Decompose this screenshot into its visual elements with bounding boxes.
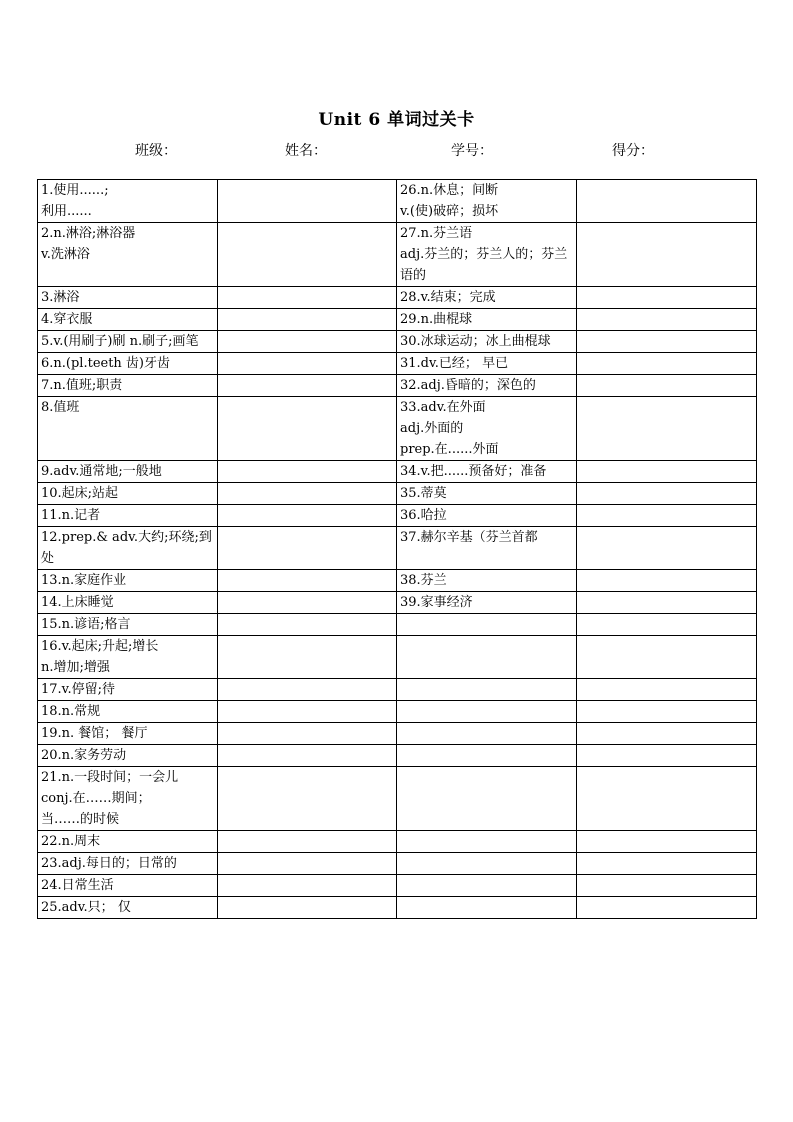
table-row bbox=[38, 723, 757, 745]
answer-cell[interactable] bbox=[577, 723, 757, 745]
table-row bbox=[38, 180, 757, 223]
word-prompt-cell bbox=[397, 767, 577, 831]
answer-cell[interactable] bbox=[577, 505, 757, 527]
table-row bbox=[38, 331, 757, 353]
student-info-row bbox=[0, 140, 793, 160]
table-row bbox=[38, 483, 757, 505]
answer-cell[interactable] bbox=[218, 483, 397, 505]
answer-cell[interactable] bbox=[218, 831, 397, 853]
answer-cell[interactable] bbox=[577, 461, 757, 483]
table-row bbox=[38, 767, 757, 831]
word-prompt-cell bbox=[397, 875, 577, 897]
word-prompt-cell: 14.上床睡觉 bbox=[38, 592, 218, 614]
word-prompt-cell: 31.dv.已经； 早已 bbox=[397, 353, 577, 375]
word-prompt-cell: 9.adv.通常地;一般地 bbox=[38, 461, 218, 483]
answer-cell[interactable] bbox=[577, 570, 757, 592]
answer-cell[interactable] bbox=[577, 767, 757, 831]
answer-cell[interactable] bbox=[577, 309, 757, 331]
vocabulary-table-body bbox=[38, 180, 757, 919]
table-row bbox=[38, 875, 757, 897]
answer-cell[interactable] bbox=[218, 679, 397, 701]
answer-cell[interactable] bbox=[218, 331, 397, 353]
answer-cell[interactable] bbox=[577, 527, 757, 570]
word-prompt-cell: 16.v.起床;升起;增长 n.增加;增强 bbox=[38, 636, 218, 679]
word-prompt-cell: 27.n.芬兰语 adj.芬兰的；芬兰人的；芬兰语的 bbox=[397, 223, 577, 287]
word-prompt-cell bbox=[397, 723, 577, 745]
table-row bbox=[38, 223, 757, 287]
word-prompt-cell: 29.n.曲棍球 bbox=[397, 309, 577, 331]
word-prompt-cell: 11.n.记者 bbox=[38, 505, 218, 527]
word-prompt-cell: 12.prep.& adv.大约;环绕;到处 bbox=[38, 527, 218, 570]
answer-cell[interactable] bbox=[577, 331, 757, 353]
word-prompt-cell: 4.穿衣服 bbox=[38, 309, 218, 331]
answer-cell[interactable] bbox=[218, 570, 397, 592]
table-row bbox=[38, 745, 757, 767]
student-id-label: 学号： bbox=[451, 143, 493, 159]
word-prompt-cell: 6.n.(pl.teeth 齿)牙齿 bbox=[38, 353, 218, 375]
table-row bbox=[38, 636, 757, 679]
answer-cell[interactable] bbox=[577, 636, 757, 679]
table-row bbox=[38, 309, 757, 331]
answer-cell[interactable] bbox=[218, 375, 397, 397]
answer-cell[interactable] bbox=[577, 897, 757, 919]
word-prompt-cell: 35.蒂莫 bbox=[397, 483, 577, 505]
table-row bbox=[38, 570, 757, 592]
word-prompt-cell: 33.adv.在外面 adj.外面的 prep.在......外面 bbox=[397, 397, 577, 461]
table-row bbox=[38, 831, 757, 853]
answer-cell[interactable] bbox=[218, 853, 397, 875]
answer-cell[interactable] bbox=[218, 767, 397, 831]
word-prompt-cell: 10.起床;站起 bbox=[38, 483, 218, 505]
answer-cell[interactable] bbox=[577, 397, 757, 461]
word-prompt-cell: 32.adj.昏暗的；深色的 bbox=[397, 375, 577, 397]
word-prompt-cell bbox=[397, 636, 577, 679]
answer-cell[interactable] bbox=[577, 831, 757, 853]
answer-cell[interactable] bbox=[218, 287, 397, 309]
word-prompt-cell: 25.adv.只； 仅 bbox=[38, 897, 218, 919]
vocabulary-table bbox=[37, 179, 757, 919]
answer-cell[interactable] bbox=[218, 397, 397, 461]
answer-cell[interactable] bbox=[577, 679, 757, 701]
word-prompt-cell: 19.n. 餐馆； 餐厅 bbox=[38, 723, 218, 745]
class-label: 班级： bbox=[135, 143, 177, 159]
table-row bbox=[38, 897, 757, 919]
answer-cell[interactable] bbox=[577, 701, 757, 723]
answer-cell[interactable] bbox=[577, 592, 757, 614]
table-row bbox=[38, 592, 757, 614]
answer-cell[interactable] bbox=[577, 745, 757, 767]
word-prompt-cell: 1.使用......; 利用...... bbox=[38, 180, 218, 223]
answer-cell[interactable] bbox=[218, 223, 397, 287]
table-row bbox=[38, 614, 757, 636]
answer-cell[interactable] bbox=[218, 701, 397, 723]
word-prompt-cell bbox=[397, 614, 577, 636]
answer-cell[interactable] bbox=[577, 853, 757, 875]
word-prompt-cell: 21.n.一段时间；一会儿 conj.在……期间； 当……的时候 bbox=[38, 767, 218, 831]
table-row bbox=[38, 701, 757, 723]
word-prompt-cell bbox=[397, 853, 577, 875]
answer-cell[interactable] bbox=[218, 505, 397, 527]
answer-cell[interactable] bbox=[218, 723, 397, 745]
table-row bbox=[38, 287, 757, 309]
table-row bbox=[38, 461, 757, 483]
word-prompt-cell: 39.家事经济 bbox=[397, 592, 577, 614]
word-prompt-cell: 20.n.家务劳动 bbox=[38, 745, 218, 767]
word-prompt-cell: 22.n.周末 bbox=[38, 831, 218, 853]
name-label: 姓名： bbox=[285, 143, 327, 159]
table-row bbox=[38, 679, 757, 701]
answer-cell[interactable] bbox=[218, 309, 397, 331]
word-prompt-cell: 23.adj.每日的；日常的 bbox=[38, 853, 218, 875]
answer-cell[interactable] bbox=[577, 180, 757, 223]
table-row bbox=[38, 353, 757, 375]
table-row bbox=[38, 527, 757, 570]
word-prompt-cell: 2.n.淋浴;淋浴器 v.洗淋浴 bbox=[38, 223, 218, 287]
word-prompt-cell: 28.v.结束；完成 bbox=[397, 287, 577, 309]
word-prompt-cell: 24.日常生活 bbox=[38, 875, 218, 897]
word-prompt-cell bbox=[397, 745, 577, 767]
word-prompt-cell: 34.v.把......预备好；准备 bbox=[397, 461, 577, 483]
word-prompt-cell: 38.芬兰 bbox=[397, 570, 577, 592]
word-prompt-cell: 15.n.谚语;格言 bbox=[38, 614, 218, 636]
answer-cell[interactable] bbox=[218, 614, 397, 636]
answer-cell[interactable] bbox=[577, 287, 757, 309]
page-title: Unit 6 单词过关卡 bbox=[318, 110, 475, 130]
word-prompt-cell: 13.n.家庭作业 bbox=[38, 570, 218, 592]
word-prompt-cell: 3.淋浴 bbox=[38, 287, 218, 309]
answer-cell[interactable] bbox=[218, 527, 397, 570]
answer-cell[interactable] bbox=[218, 875, 397, 897]
word-prompt-cell: 18.n.常规 bbox=[38, 701, 218, 723]
answer-cell[interactable] bbox=[218, 592, 397, 614]
answer-cell[interactable] bbox=[577, 223, 757, 287]
score-label: 得分： bbox=[612, 143, 654, 159]
word-prompt-cell: 8.值班 bbox=[38, 397, 218, 461]
table-row bbox=[38, 397, 757, 461]
word-prompt-cell: 37.赫尔辛基（芬兰首都 bbox=[397, 527, 577, 570]
answer-cell[interactable] bbox=[218, 353, 397, 375]
answer-cell[interactable] bbox=[218, 636, 397, 679]
answer-cell[interactable] bbox=[218, 461, 397, 483]
word-prompt-cell: 5.v.(用刷子)刷 n.刷子;画笔 bbox=[38, 331, 218, 353]
table-row bbox=[38, 505, 757, 527]
answer-cell[interactable] bbox=[577, 614, 757, 636]
answer-cell[interactable] bbox=[218, 897, 397, 919]
word-prompt-cell bbox=[397, 897, 577, 919]
word-prompt-cell: 36.哈拉 bbox=[397, 505, 577, 527]
word-prompt-cell: 7.n.值班;职责 bbox=[38, 375, 218, 397]
word-prompt-cell: 30.冰球运动；冰上曲棍球 bbox=[397, 331, 577, 353]
word-prompt-cell bbox=[397, 831, 577, 853]
word-prompt-cell: 17.v.停留;待 bbox=[38, 679, 218, 701]
answer-cell[interactable] bbox=[218, 180, 397, 223]
answer-cell[interactable] bbox=[577, 483, 757, 505]
answer-cell[interactable] bbox=[577, 353, 757, 375]
table-row bbox=[38, 375, 757, 397]
word-prompt-cell bbox=[397, 701, 577, 723]
answer-cell[interactable] bbox=[218, 745, 397, 767]
table-row bbox=[38, 853, 757, 875]
answer-cell[interactable] bbox=[577, 375, 757, 397]
word-prompt-cell bbox=[397, 679, 577, 701]
answer-cell[interactable] bbox=[577, 875, 757, 897]
word-prompt-cell: 26.n.休息；间断 v.(使)破碎；损坏 bbox=[397, 180, 577, 223]
